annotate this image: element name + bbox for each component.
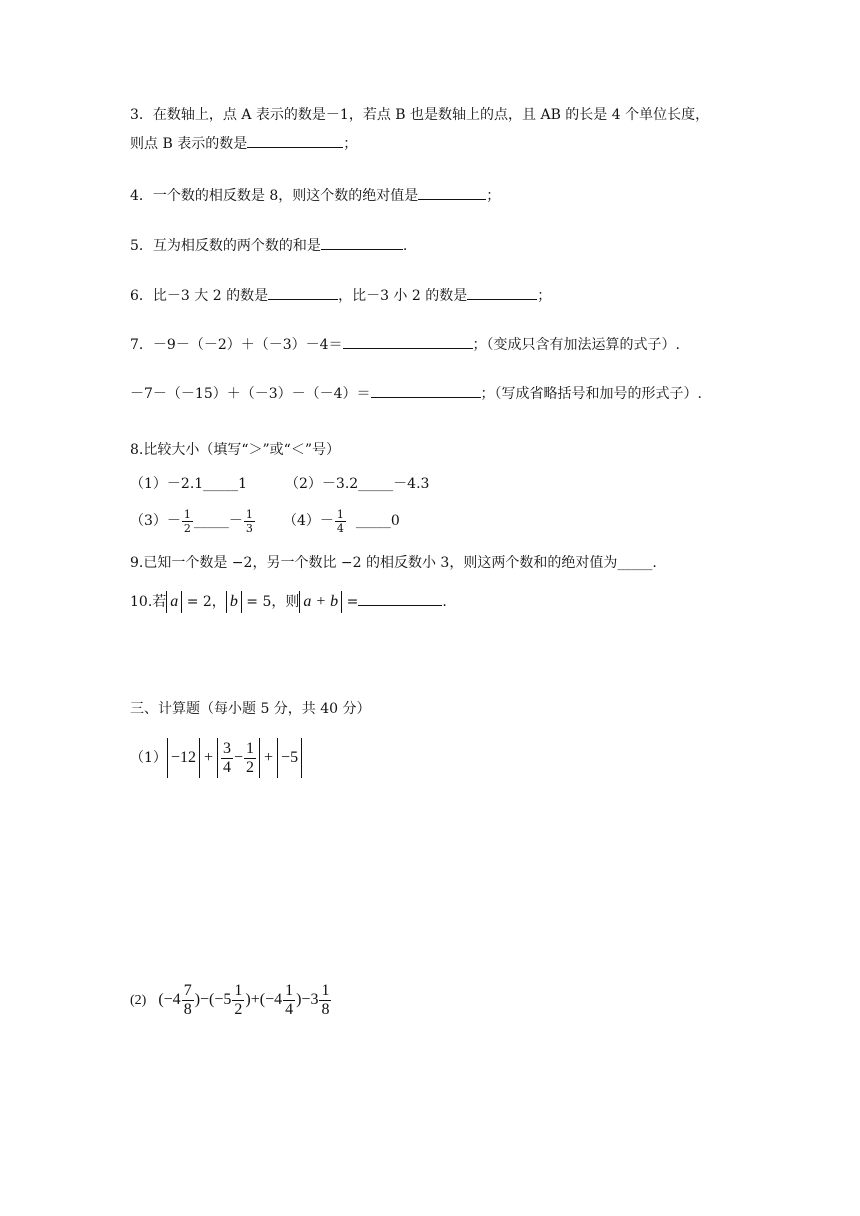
question-9: 9.已知一个数是 −2，另一个数比 −2 的相反数小 3，则这两个数和的绝对值为_____. <box>130 555 657 571</box>
question-4: 4．一个数的相反数是 8，则这个数的绝对值是 ； <box>130 185 500 206</box>
answer-blank[interactable] <box>268 285 338 300</box>
fraction: $\frac{7}{8}$ <box>183 981 192 1018</box>
fraction: $\frac{1}{2}$ <box>246 739 255 776</box>
question-7-part-b: －7－（－15）＋（－3）－（－4）＝ ；（写成省略括号和加号的形式子）. <box>130 383 702 404</box>
abs-b: b <box>226 591 242 613</box>
question-7-part-a: 7．－9－（－2）＋（－3）－4＝ ；（变成只含有加法运算的式子）. <box>130 334 680 355</box>
calc-problem-1: （1） −12 + $\frac{3}{4}$ − $\frac{1}{2}$ + −5 <box>130 738 302 778</box>
answer-blank[interactable] <box>247 133 343 148</box>
fraction: $\frac{3}{4}$ <box>222 739 231 776</box>
question-6: 6．比－3 大 2 的数是 ，比－3 小 2 的数是 ； <box>130 285 551 306</box>
question-3-line-2: 则点 B 表示的数是 ； <box>130 133 357 154</box>
question-8-title: 8.比较大小（填写“＞”或“＜”号） <box>130 442 340 458</box>
section-3-title: 三、计算题（每小题 5 分，共 40 分） <box>130 701 371 717</box>
question-10: 10.若 a = 2， b = 5，则 a + b = . <box>130 591 447 613</box>
answer-blank[interactable] <box>467 285 537 300</box>
answer-blank[interactable] <box>418 185 486 200</box>
abs-a: a <box>166 591 182 613</box>
question-8-part-4: （4）－ $\frac{1}{4}$ _____0 <box>283 507 400 535</box>
fraction: $\frac{1}{2}$ <box>234 981 243 1018</box>
question-8-part-1: （1）－2.1_____1 <box>130 476 248 492</box>
fraction: $\frac{1}{3}$ <box>245 507 253 535</box>
abs-term-1: −12 <box>167 738 200 778</box>
abs-a-plus-b: a + b <box>299 591 342 613</box>
question-3-line-1: 3．在数轴上，点 A 表示的数是－1，若点 B 也是数轴上的点，且 AB 的长是 4 个单位长度， <box>130 107 710 123</box>
answer-blank[interactable] <box>358 591 442 606</box>
fraction: $\frac{1}{2}$ <box>183 507 191 535</box>
question-8-part-3: （3）－ $\frac{1}{2}$ _____－ $\frac{1}{3}$ <box>130 507 253 535</box>
answer-blank[interactable] <box>371 383 481 398</box>
answer-blank[interactable] <box>343 334 473 349</box>
fraction: $\frac{1}{4}$ <box>285 981 294 1018</box>
answer-blank[interactable] <box>321 235 403 250</box>
calc-problem-2: (2) (−4 $\frac{7}{8}$ )−(−5 $\frac{1}{2}$ )+(−4 $\frac{1}{4}$ )−3 $\frac{1}{8}$ <box>130 981 330 1018</box>
abs-term-2: $\frac{3}{4}$ − $\frac{1}{2}$ <box>217 738 260 778</box>
fraction: $\frac{1}{8}$ <box>321 981 330 1018</box>
abs-term-3: −5 <box>277 738 302 778</box>
question-8-part-2: （2）－3.2_____－4.3 <box>285 476 430 492</box>
fraction: $\frac{1}{4}$ <box>336 507 344 535</box>
question-5: 5．互为相反数的两个数的和是 . <box>130 235 407 256</box>
